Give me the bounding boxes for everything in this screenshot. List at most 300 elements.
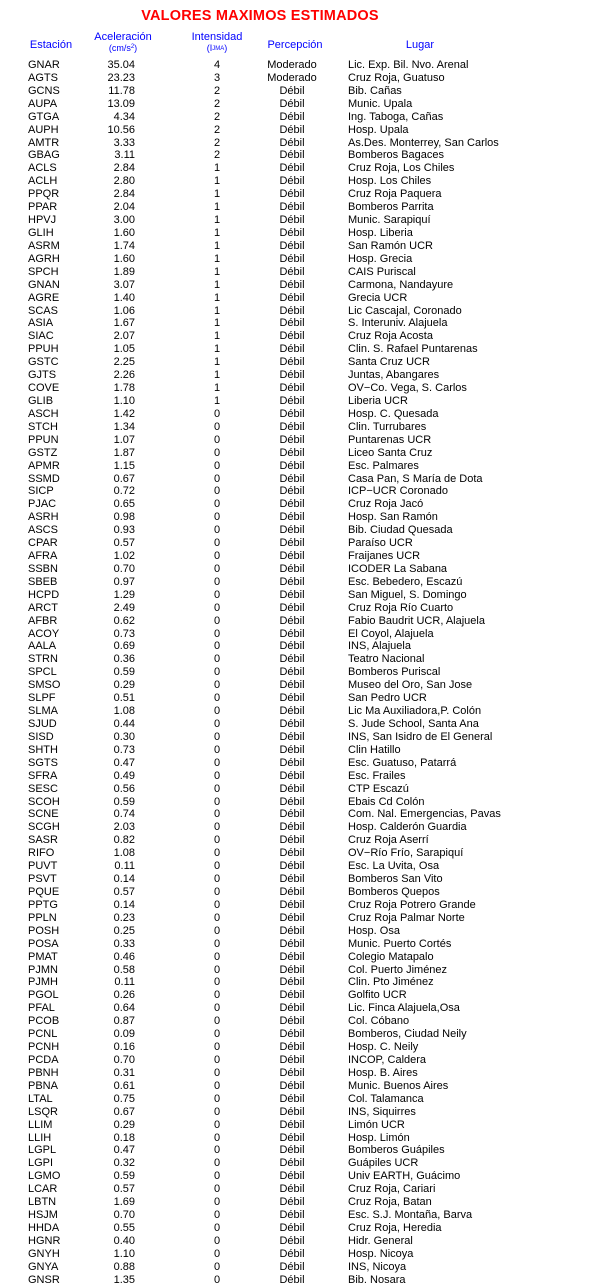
intensity-value: 0 — [213, 459, 221, 472]
table-row — [0, 731, 590, 744]
station-code: APMR — [28, 459, 60, 472]
station-code: SCNE — [28, 808, 59, 821]
table-row — [0, 292, 590, 305]
acceleration-value: 0.87 — [113, 1015, 135, 1028]
perception-value: Moderado — [267, 59, 317, 71]
table-row — [0, 640, 590, 653]
station-code: PMAT — [28, 950, 58, 963]
intensity-value: 2 — [213, 136, 221, 149]
location-name: Esc. Frailes — [348, 769, 406, 782]
table-row — [0, 1093, 590, 1106]
acceleration-value: 2.07 — [113, 330, 135, 343]
acceleration-value: 0.67 — [113, 472, 135, 485]
station-code: GJTS — [28, 369, 57, 382]
table-row — [0, 692, 590, 705]
location-name: Hosp. Limón — [348, 1131, 410, 1144]
acceleration-value: 1.06 — [113, 304, 135, 317]
station-code: GLIB — [28, 394, 54, 407]
location-name: Munic. Puerto Cortés — [348, 937, 452, 950]
station-code: SSMD — [28, 472, 60, 485]
perception-value: Débil — [279, 1079, 305, 1092]
acceleration-value: 0.57 — [113, 886, 135, 898]
location-name: Bomberos San Vito — [348, 873, 443, 886]
location-name: Clin. Turrubares — [348, 420, 427, 433]
header-aceleracion-unit: $(cm/s^2)$ — [108, 43, 138, 53]
intensity-value: 0 — [213, 730, 221, 743]
perception-value: Débil — [279, 317, 305, 330]
perception-value: Débil — [279, 433, 305, 446]
acceleration-value: 3.00 — [113, 214, 135, 227]
header-aceleracion — [88, 32, 158, 54]
perception-value: Débil — [279, 898, 305, 911]
station-code: PBNA — [28, 1079, 58, 1092]
acceleration-value: 0.29 — [113, 679, 135, 692]
table-row — [0, 860, 590, 873]
intensity-value: 0 — [213, 924, 221, 937]
acceleration-value: 11.78 — [108, 84, 135, 97]
perception-value: Débil — [279, 679, 305, 692]
intensity-value: 0 — [213, 550, 221, 563]
intensity-value: 0 — [213, 666, 221, 679]
table-row — [0, 524, 590, 537]
station-code: SFRA — [28, 769, 58, 782]
acceleration-value: 3.33 — [113, 136, 135, 149]
intensity-value: 0 — [213, 769, 221, 782]
table-row — [0, 679, 590, 692]
table-row — [0, 511, 590, 524]
perception-value: Débil — [279, 175, 305, 188]
location-name: Limón UCR — [348, 1118, 405, 1131]
acceleration-value: 2.25 — [113, 356, 135, 369]
header-intensidad — [182, 32, 252, 54]
intensity-value: 0 — [213, 1028, 221, 1041]
intensity-value: 0 — [213, 446, 221, 459]
perception-value: Débil — [279, 963, 305, 976]
acceleration-value: 0.31 — [113, 1066, 135, 1079]
acceleration-value: 2.49 — [113, 601, 135, 614]
perception-value: Débil — [279, 214, 305, 227]
table-row — [0, 434, 590, 447]
perception-value: Débil — [279, 265, 305, 278]
station-code: SJUD — [28, 718, 57, 731]
table-row — [0, 369, 590, 382]
intensity-value: 0 — [213, 1041, 221, 1054]
location-name: INCOP, Caldera — [348, 1053, 427, 1066]
intensity-value: 0 — [213, 898, 221, 911]
perception-value: Débil — [279, 769, 305, 782]
acceleration-value: 1.05 — [113, 343, 135, 356]
acceleration-value: 0.47 — [113, 1144, 135, 1157]
intensity-value: 0 — [213, 640, 221, 653]
location-name: Hosp. San Ramón — [348, 511, 438, 524]
table-row — [0, 1067, 590, 1080]
acceleration-value: 0.73 — [113, 627, 135, 640]
station-code: SLMA — [28, 705, 58, 718]
table-row — [0, 796, 590, 809]
intensity-value: 0 — [213, 485, 221, 498]
station-code: POSH — [28, 924, 60, 937]
station-code: SESC — [28, 782, 58, 795]
intensity-value: 2 — [213, 84, 221, 97]
perception-value: Débil — [279, 886, 305, 898]
table-row — [0, 576, 590, 589]
header-intensidad-label: Intensidad — [191, 31, 243, 43]
perception-value: Débil — [279, 123, 305, 136]
acceleration-value: 0.14 — [113, 873, 135, 886]
location-name: INS, San Isidro de El General — [348, 730, 493, 743]
table-row — [0, 989, 590, 1002]
station-code: PPLN — [28, 911, 57, 924]
intensity-value: 0 — [213, 537, 221, 550]
intensity-value: 0 — [213, 821, 221, 834]
acceleration-value: 1.15 — [113, 459, 135, 472]
location-name: Hosp. Calderón Guardia — [348, 821, 467, 834]
location-name: Colegio Matapalo — [348, 950, 434, 963]
perception-value: Débil — [279, 1028, 305, 1041]
table-row — [0, 317, 590, 330]
location-name: Col. Talamanca — [348, 1092, 424, 1105]
station-code: STCH — [28, 420, 58, 433]
perception-value: Débil — [279, 1131, 305, 1144]
intensity-value: 0 — [213, 743, 221, 756]
location-name: Esc. Guatuso, Patarrá — [348, 756, 457, 769]
station-code: PCNH — [28, 1041, 60, 1054]
station-code: PPUN — [28, 433, 59, 446]
table-row — [0, 770, 590, 783]
intensity-value: 0 — [213, 1002, 221, 1015]
perception-value: Débil — [279, 1196, 305, 1209]
station-code: GTGA — [28, 110, 60, 123]
intensity-value: 0 — [213, 1260, 221, 1273]
table-row — [0, 757, 590, 770]
acceleration-value: 0.14 — [113, 898, 135, 911]
perception-value: Débil — [279, 356, 305, 369]
perception-value: Débil — [279, 924, 305, 937]
perception-value: Débil — [279, 911, 305, 924]
intensity-value: 0 — [213, 976, 221, 989]
location-name: Fabio Baudrit UCR, Alajuela — [348, 614, 485, 627]
table-row — [0, 1106, 590, 1119]
perception-value: Débil — [279, 498, 305, 511]
table-row — [0, 1222, 590, 1235]
intensity-value: 0 — [213, 782, 221, 795]
perception-value: Débil — [279, 1041, 305, 1054]
perception-value: Débil — [279, 162, 305, 175]
intensity-value: 1 — [213, 317, 221, 330]
station-code: POSA — [28, 937, 59, 950]
perception-value: Débil — [279, 1260, 305, 1273]
perception-value: Débil — [279, 524, 305, 537]
intensity-value: 1 — [213, 175, 221, 188]
location-name: Cruz Roja, Guatuso — [348, 71, 445, 84]
intensity-value: 0 — [213, 808, 221, 821]
intensity-value: 0 — [213, 472, 221, 485]
perception-value: Débil — [279, 343, 305, 356]
station-code: PQUE — [28, 886, 60, 898]
intensity-value: 0 — [213, 1092, 221, 1105]
station-code: SMSO — [28, 679, 61, 692]
location-name: Hidr. General — [348, 1234, 413, 1247]
acceleration-value: 1.74 — [113, 239, 135, 252]
station-code: PJMH — [28, 976, 58, 989]
acceleration-value: 10.56 — [107, 123, 135, 136]
perception-value: Débil — [279, 110, 305, 123]
table-row — [0, 279, 590, 292]
table-row — [0, 550, 590, 563]
perception-value: Débil — [279, 808, 305, 821]
station-code: HSJM — [28, 1209, 58, 1222]
acceleration-value: 0.72 — [113, 485, 135, 498]
intensity-value: 0 — [213, 1053, 221, 1066]
location-name: Esc. La Uvita, Osa — [348, 860, 440, 873]
station-code: SISD — [28, 730, 54, 743]
perception-value: Débil — [279, 640, 305, 653]
acceleration-value: 1.02 — [113, 550, 135, 563]
intensity-value: 0 — [213, 1209, 221, 1222]
station-code: GSTZ — [28, 446, 58, 459]
perception-value: Débil — [279, 304, 305, 317]
acceleration-value: 1.08 — [113, 705, 135, 718]
intensity-value: 0 — [213, 1105, 221, 1118]
acceleration-value: 0.49 — [113, 769, 135, 782]
location-name: Hosp. Los Chiles — [348, 175, 432, 188]
station-code: SBEB — [28, 575, 58, 588]
acceleration-value: 1.08 — [113, 847, 135, 860]
table-row — [0, 421, 590, 434]
station-code: SCGH — [28, 821, 60, 834]
perception-value: Débil — [279, 485, 305, 498]
table-row — [0, 1054, 590, 1067]
perception-value: Débil — [279, 369, 305, 382]
perception-value: Débil — [279, 653, 305, 666]
acceleration-value: 0.93 — [113, 524, 135, 537]
table-row — [0, 628, 590, 641]
location-name: INS, Nicoya — [348, 1260, 407, 1273]
table-row — [0, 162, 590, 175]
table-row — [0, 1183, 590, 1196]
perception-value: Débil — [279, 1092, 305, 1105]
perception-value: Débil — [279, 446, 305, 459]
header-intensidad-unit: $(I_{JMA})$ — [206, 43, 228, 53]
perception-value: Débil — [279, 1118, 305, 1131]
station-code: HCPD — [28, 588, 60, 601]
location-name: Cruz Roja Jacó — [348, 498, 424, 511]
intensity-value: 0 — [213, 601, 221, 614]
location-name: ICODER La Sabana — [348, 562, 448, 575]
table-row — [0, 602, 590, 615]
table-row — [0, 59, 590, 72]
station-code: GNYA — [28, 1260, 59, 1273]
intensity-value: 0 — [213, 407, 221, 420]
table-row — [0, 821, 590, 834]
location-name: S. Jude School, Santa Ana — [348, 718, 479, 731]
acceleration-value: 0.40 — [113, 1234, 135, 1247]
station-code: PCOB — [28, 1015, 60, 1028]
table-row — [0, 1274, 590, 1287]
acceleration-value: 1.35 — [113, 1273, 135, 1286]
acceleration-value: 1.67 — [113, 317, 135, 330]
intensity-value: 1 — [213, 356, 221, 369]
location-name: Cruz Roja, Heredia — [348, 1221, 442, 1234]
table-row — [0, 124, 590, 137]
perception-value: Débil — [279, 84, 305, 97]
acceleration-value: 1.89 — [113, 265, 135, 278]
table-row — [0, 705, 590, 718]
acceleration-value: 0.88 — [113, 1260, 135, 1273]
location-name: Lic Ma Auxiliadora,P. Colón — [348, 705, 482, 718]
table-row — [0, 447, 590, 460]
acceleration-value: 0.64 — [113, 1002, 135, 1015]
table-row — [0, 718, 590, 731]
location-name: Hosp. Osa — [348, 924, 400, 937]
station-code: RIFO — [28, 847, 55, 860]
acceleration-value: 1.60 — [113, 226, 135, 239]
intensity-value: 0 — [213, 1015, 221, 1028]
acceleration-value: 0.70 — [113, 1053, 135, 1066]
station-code: SLPF — [28, 692, 56, 705]
acceleration-value: 1.78 — [113, 382, 135, 395]
perception-value: Débil — [279, 743, 305, 756]
location-name: Liceo Santa Cruz — [348, 446, 433, 459]
location-name: Hosp. Nicoya — [348, 1247, 414, 1260]
perception-value: Débil — [279, 201, 305, 214]
perception-value: Débil — [279, 601, 305, 614]
location-name: Hosp. Liberia — [348, 226, 413, 239]
perception-value: Débil — [279, 291, 305, 304]
location-name: Cruz Roja, Los Chiles — [348, 162, 455, 175]
perception-value: Débil — [279, 718, 305, 731]
acceleration-value: 0.70 — [113, 562, 135, 575]
intensity-value: 0 — [213, 911, 221, 924]
table-row — [0, 266, 590, 279]
table-row — [0, 666, 590, 679]
location-name: Cruz Roja Palmar Norte — [348, 911, 465, 924]
table-row — [0, 305, 590, 318]
perception-value: Débil — [279, 834, 305, 847]
location-name: Bomberos Guápiles — [348, 1144, 445, 1157]
intensity-value: 1 — [213, 278, 221, 291]
intensity-value: 1 — [213, 188, 221, 201]
table-row — [0, 214, 590, 227]
station-code: LGPI — [28, 1157, 54, 1170]
acceleration-value: 0.11 — [114, 976, 135, 989]
intensity-value: 1 — [213, 394, 221, 407]
station-code: SCAS — [28, 304, 58, 317]
table-row — [0, 382, 590, 395]
location-name: Juntas, Abangares — [348, 369, 440, 382]
location-name: Cruz Roja Potrero Grande — [348, 898, 476, 911]
location-name: Col. Cóbano — [348, 1015, 410, 1028]
station-code: GLIH — [28, 226, 54, 239]
intensity-value: 0 — [213, 1066, 221, 1079]
station-code: GSTC — [28, 356, 59, 369]
table-row — [0, 1235, 590, 1248]
intensity-value: 1 — [213, 252, 221, 265]
intensity-value: 1 — [213, 201, 221, 214]
perception-value: Débil — [279, 420, 305, 433]
table-row — [0, 964, 590, 977]
station-code: SGTS — [28, 756, 58, 769]
perception-value: Débil — [279, 252, 305, 265]
station-code: SPCH — [28, 265, 59, 278]
perception-value: Débil — [279, 511, 305, 524]
location-name: San Miguel, S. Domingo — [348, 588, 467, 601]
intensity-value: 1 — [213, 369, 221, 382]
table-row — [0, 1170, 590, 1183]
intensity-value: 0 — [213, 795, 221, 808]
intensity-value: 1 — [213, 304, 221, 317]
acceleration-value: 0.97 — [113, 575, 135, 588]
acceleration-value: 1.42 — [113, 407, 135, 420]
perception-value: Débil — [279, 1015, 305, 1028]
intensity-value: 0 — [213, 420, 221, 433]
acceleration-value: 0.55 — [113, 1221, 135, 1234]
table-row — [0, 1261, 590, 1274]
perception-value: Débil — [279, 330, 305, 343]
station-code: PFAL — [28, 1002, 55, 1015]
intensity-value: 0 — [213, 1079, 221, 1092]
table-row — [0, 408, 590, 421]
header-lugar-label: Lugar — [405, 39, 435, 51]
header-percepcion — [256, 40, 334, 51]
perception-value: Débil — [279, 795, 305, 808]
acceleration-value: 0.65 — [113, 498, 135, 511]
location-name: Cruz Roja Río Cuarto — [348, 601, 454, 614]
intensity-value: 2 — [213, 123, 221, 136]
table-row — [0, 485, 590, 498]
intensity-value: 0 — [213, 627, 221, 640]
perception-value: Moderado — [267, 71, 317, 84]
table-row — [0, 460, 590, 473]
table-row — [0, 899, 590, 912]
acceleration-value: 0.16 — [113, 1041, 135, 1054]
table-row — [0, 1080, 590, 1093]
table-row — [0, 653, 590, 666]
location-name: Cruz Roja Acosta — [348, 330, 433, 343]
acceleration-value: 0.51 — [113, 692, 135, 705]
station-code: GNAR — [28, 59, 60, 71]
station-code: SCOH — [28, 795, 60, 808]
perception-value: Débil — [279, 1273, 305, 1286]
perception-value: Débil — [279, 149, 305, 162]
table-row — [0, 1028, 590, 1041]
acceleration-value: 0.73 — [113, 743, 135, 756]
location-name: San Ramón UCR — [348, 239, 433, 252]
location-name: Bomberos, Ciudad Neily — [348, 1028, 467, 1041]
location-name: Grecia UCR — [348, 291, 408, 304]
table-row — [0, 240, 590, 253]
table-row — [0, 834, 590, 847]
acceleration-value: 2.84 — [113, 188, 135, 201]
acceleration-value: 0.29 — [113, 1118, 135, 1131]
intensity-value: 3 — [213, 71, 221, 84]
station-code: PCDA — [28, 1053, 59, 1066]
station-code: PSVT — [28, 873, 57, 886]
acceleration-value: 0.62 — [113, 614, 135, 627]
acceleration-value: 1.07 — [113, 433, 135, 446]
table-row — [0, 253, 590, 266]
intensity-value: 0 — [213, 886, 221, 898]
station-code: PJMN — [28, 963, 58, 976]
table-row — [0, 976, 590, 989]
table-row — [0, 1041, 590, 1054]
perception-value: Débil — [279, 666, 305, 679]
perception-value: Débil — [279, 847, 305, 860]
acceleration-value: 0.46 — [113, 950, 135, 963]
intensity-value: 0 — [213, 575, 221, 588]
station-code: STRN — [28, 653, 58, 666]
acceleration-value: 13.09 — [107, 97, 135, 110]
